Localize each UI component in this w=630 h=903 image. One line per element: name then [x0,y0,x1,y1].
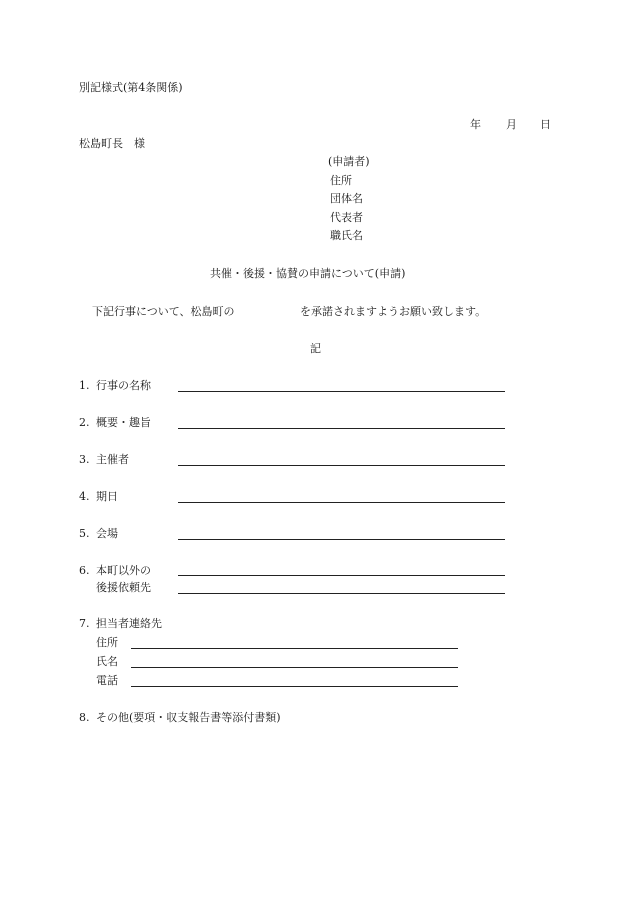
request-prefix: 下記行事について、松島町の [92,305,235,318]
item-number-1: 1. [79,379,90,392]
item-label-event-name: 行事の名称 [96,379,151,392]
item-label-organizer: 主催者 [96,453,129,466]
item-label-support-requests: 後援依頼先 [96,581,151,594]
blank-line-other-towns-1 [178,575,505,576]
item-number-3: 3. [79,453,90,466]
blank-line-other-towns-2 [178,593,505,594]
applicant-title-name: 職氏名 [330,229,363,242]
item-number-2: 2. [79,416,90,429]
item-label-other-towns: 本町以外の [96,564,151,577]
item-number-6: 6. [79,564,90,577]
item-number-7: 7. [79,617,90,630]
blank-line-organizer [178,465,505,466]
applicant-address: 住所 [330,174,352,187]
blank-line-venue [178,539,505,540]
contact-name-label: 氏名 [96,655,118,668]
item-label-summary: 概要・趣旨 [96,416,151,429]
item-label-other: その他(要項・収支報告書等添付書類) [96,711,281,724]
form-label: 別記様式(第4条関係) [79,81,183,94]
blank-line-contact-address [131,648,458,649]
blank-line-date [178,502,505,503]
item-label-contact: 担当者連絡先 [96,617,162,630]
blank-line-contact-name [131,667,458,668]
contact-address-label: 住所 [96,636,118,649]
applicant-representative: 代表者 [330,211,363,224]
addressee: 松島町長 様 [79,137,145,150]
request-suffix: を承諾されますようお願い致します。 [300,305,487,318]
item-number-4: 4. [79,490,90,503]
document-title: 共催・後援・協賛の申請について(申請) [210,267,406,280]
contact-phone-label: 電話 [96,674,118,687]
blank-line-event-name [178,391,505,392]
date-day: 日 [540,118,551,131]
item-label-date: 期日 [96,490,118,503]
date-month: 月 [506,118,517,131]
date-year: 年 [470,118,481,131]
blank-line-summary [178,428,505,429]
item-label-venue: 会場 [96,527,118,540]
item-number-8: 8. [79,711,90,724]
item-number-5: 5. [79,527,90,540]
blank-line-contact-phone [131,686,458,687]
applicant-heading: (申請者) [328,155,370,168]
ki-heading: 記 [310,342,321,355]
applicant-organization: 団体名 [330,192,363,205]
